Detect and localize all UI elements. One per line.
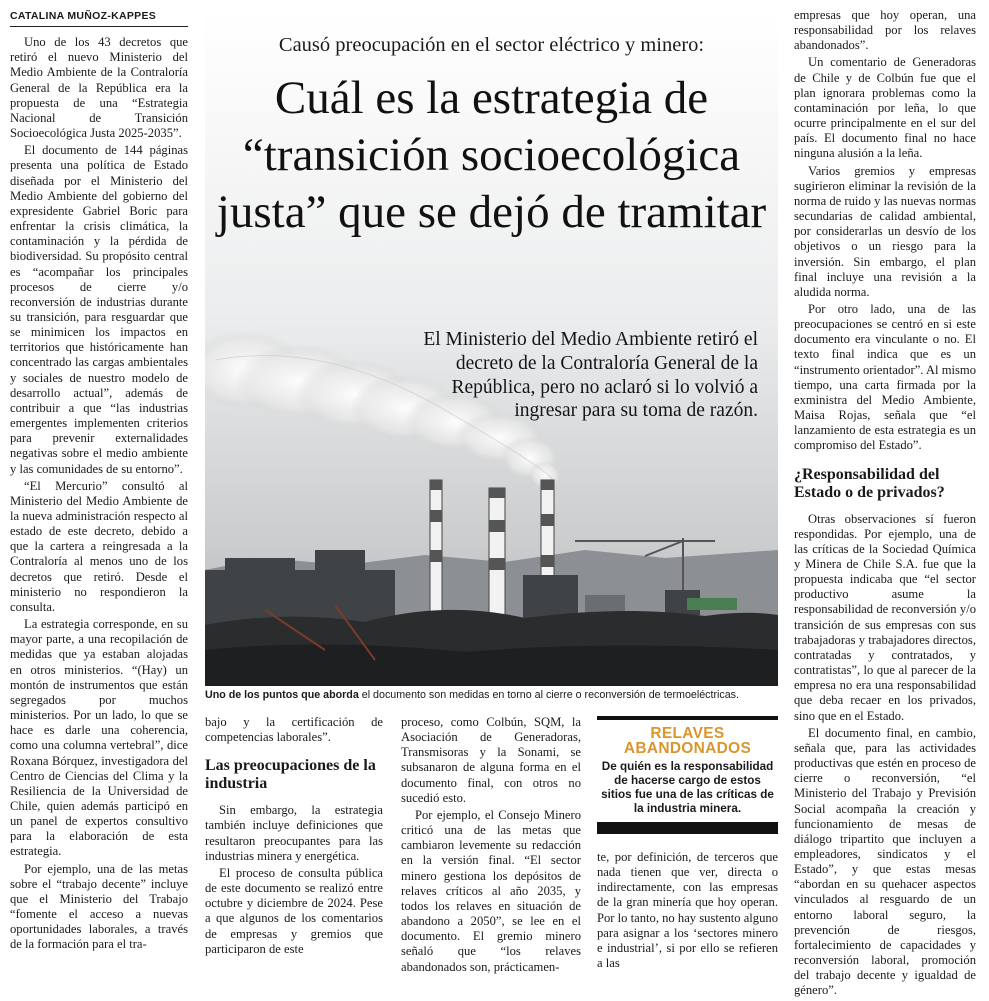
paragraph: El documento de 144 páginas presenta una política de Estado diseñada por el Ministerio del Medio Ambiente del gobierno del expresidente Gabriel Boric para enfrentar la crisis climática, la contaminación y la pérdida de biodiversidad. Su propósito central es “acompañar los principales procesos de cierre y/o reconversión de industrias durante su transición, para resguardar que se minimicen los impactos en territorios que históricamente han concentrado las cargas ambientales y sociales de nuestro modelo de desarrollo actual”, además de contribuir a que “las industrias emergentes implementen criterios para prevenir externalidades negativas sobre el medio ambiente y las comunidades de su entorno”.: [10, 143, 188, 476]
byline: CATALINA MUÑOZ-KAPPES: [10, 9, 188, 27]
paragraph: Por ejemplo, una de las metas sobre el “trabajo decente” incluye que el Ministerio del Trabajo “fomente el acceso a nuevas oportunidades laborales, a través de la formación para el tra-: [10, 861, 188, 952]
headline: Cuál es la estrategia de “transición socioecológica justa” que se dejó de tramitar: [216, 72, 767, 238]
article-column-1: [10, 9, 188, 955]
paragraph: “El Mercurio” consultó al Ministerio del Medio Ambiente de la nueva administración respecto al estado de este decreto, debido a que la cartera a reingresada a la Contraloría al menos uno de los decretos que retiró. Desde el ministerio no respondieron la consulta.: [10, 478, 188, 614]
box-title: [597, 716, 778, 756]
article-column-2: [205, 715, 383, 959]
paragraph: proceso, como Colbún, SQM, la Asociación de Generadoras, Transmisoras y la Sonami, se subsanaron de alguna forma en el documento final, con otros no sucedió esto.: [401, 715, 581, 805]
lead-photo: [205, 10, 778, 686]
paragraph: El proceso de consulta pública de este documento se realizó entre octubre y diciembre de 2024. Pese a que algunos de los comentarios de empresas y gremios que participaron de este: [205, 865, 383, 956]
article-column-3: [401, 715, 581, 977]
sidebar-box: [597, 716, 778, 834]
paragraph: Otras observaciones sí fueron respondidas. Por ejemplo, una de las críticas de la Sociedad Química y Minera de Chile S.A. fue que la propuesta indicaba que “el sector productivo asume la responsabilidad de reconversión y/o transición de sus empresas con sus trabajadoras y trabajadores directos, contratadas y contratados, y contratistas”, lo que al parecer de la empresa no era una responsabilidad que deba recaer en los privados, sino que en el Estado.: [794, 511, 976, 723]
caption-text: el documento son medidas en torno al cierre o reconversión de termoeléctricas.: [358, 689, 739, 701]
article-column-4: [597, 850, 778, 973]
paragraph: te, por definición, de terceros que nada tienen que ver, directa o indirectamente, con las empresas de la gran minería que hoy operan. Por lo tanto, no hay sustento alguno para asignar a los ‘sectores minero e industrial’, si por ello se refieren a las: [597, 850, 778, 971]
paragraph: empresas que hoy operan, una responsabilidad por los relaves abandonados”.: [794, 8, 976, 53]
paragraph: Por otro lado, una de las preocupaciones se centró en si este documento era vinculante o no. El texto final indica que es un “instrumento orientador”. Al mismo tiempo, una carta firmada por la exministra del Medio Ambiente, Maisa Rojas, señala que “el lanzamiento de esta estrategia es un compromiso del Estado”.: [794, 301, 976, 453]
box-title-line-1: RELAVES: [650, 725, 725, 742]
article-column-5: [794, 8, 976, 1001]
kicker: Causó preocupación en el sector eléctrico y minero:: [278, 34, 705, 56]
paragraph: Sin embargo, la estrategia también incluye definiciones que resultaron preocupantes para las industrias minera y energética.: [205, 803, 383, 863]
box-title-line-2: ABANDONADOS: [623, 740, 752, 757]
paragraph: Por ejemplo, el Consejo Minero criticó una de las metas que cambiaron levemente su redacción en la versión final. “El sector minero gestiona los depósitos de relaves críticos al año 2035, y todos los relaves en situación de abandono a 2050”, se lee en el documento. El gremio minero señaló que “los relaves abandonados son, prácticamen-: [401, 807, 581, 974]
paragraph: La estrategia corresponde, en su mayor parte, a una recopilación de medidas que ya estaban alojadas en otros ministerios. “(Hay) un montón de instrumentos que están segregados por muchos ministerios. Por un lado, lo que se hace es darle una coherencia, como una columna vertebral”, dice Roxana Bórquez, investigadora del Centro de Ciencias del Clima y la Resiliencia de la Universidad de Chile, quien además participó en un panel de expertos consultivo para la elaboración de esta estrategia.: [10, 617, 188, 859]
deck: El Ministerio del Medio Ambiente retiró el decreto de la Contraloría General de la República, pero no aclaró si lo volvió a ingresar para su toma de razón.: [423, 329, 758, 422]
paragraph: Un comentario de Generadoras de Chile y de Colbún fue que el plan ignorara problemas como la contaminación por leña, lo que ocurre principalmente en el sur del país. El documento final no hace ninguna alusión a la leña.: [794, 55, 976, 161]
subheading: ¿Responsabilidad del Estado o de privados?: [794, 465, 945, 501]
caption-lead: Uno de los puntos que aborda: [205, 689, 359, 701]
box-text: De quién es la responsabilidad de hacerse cargo de estos sitios fue una de las críticas de la industria minera.: [601, 760, 774, 815]
box-top-rule: [597, 716, 778, 720]
paragraph: bajo y la certificación de competencias laborales”.: [205, 715, 383, 745]
paragraph: El documento final, en cambio, señala que, para las actividades productivas que estén en proceso de cierre o reconversión, “el Ministerio del Trabajo y Previsión Social acompaña la creación y funcionamiento de mesas de diálogo tripartito que incluyen a empleadores, sindicatos y el Estado”, y que estas mesas “abordan en su quehacer aspectos vinculados al resguardo de un entorno laboral seguro, la prevención de riesgos, fortalecimiento de capacidades y reconversión laboral, promoción del trabajo decente y igualdad de género”.: [794, 725, 976, 998]
paragraph: Varios gremios y empresas sugirieron eliminar la revisión de la norma de ruido y las nuevas normas secundarias de calidad ambiental, por considerarlas un desvío de los objetivos o un riesgo para la inversión. Sin embargo, el plan final incluye una revisión a la aludida norma.: [794, 163, 976, 299]
photo-caption: [205, 689, 778, 702]
subheading: Las preocupaciones de la industria: [205, 757, 376, 793]
paragraph: Uno de los 43 decretos que retiró el nuevo Ministerio del Medio Ambiente de la Contraloría General de la República era la propuesta de una “Estrategia Nacional de Transición Socioecológica Justa 2025-2035”.: [10, 35, 188, 141]
